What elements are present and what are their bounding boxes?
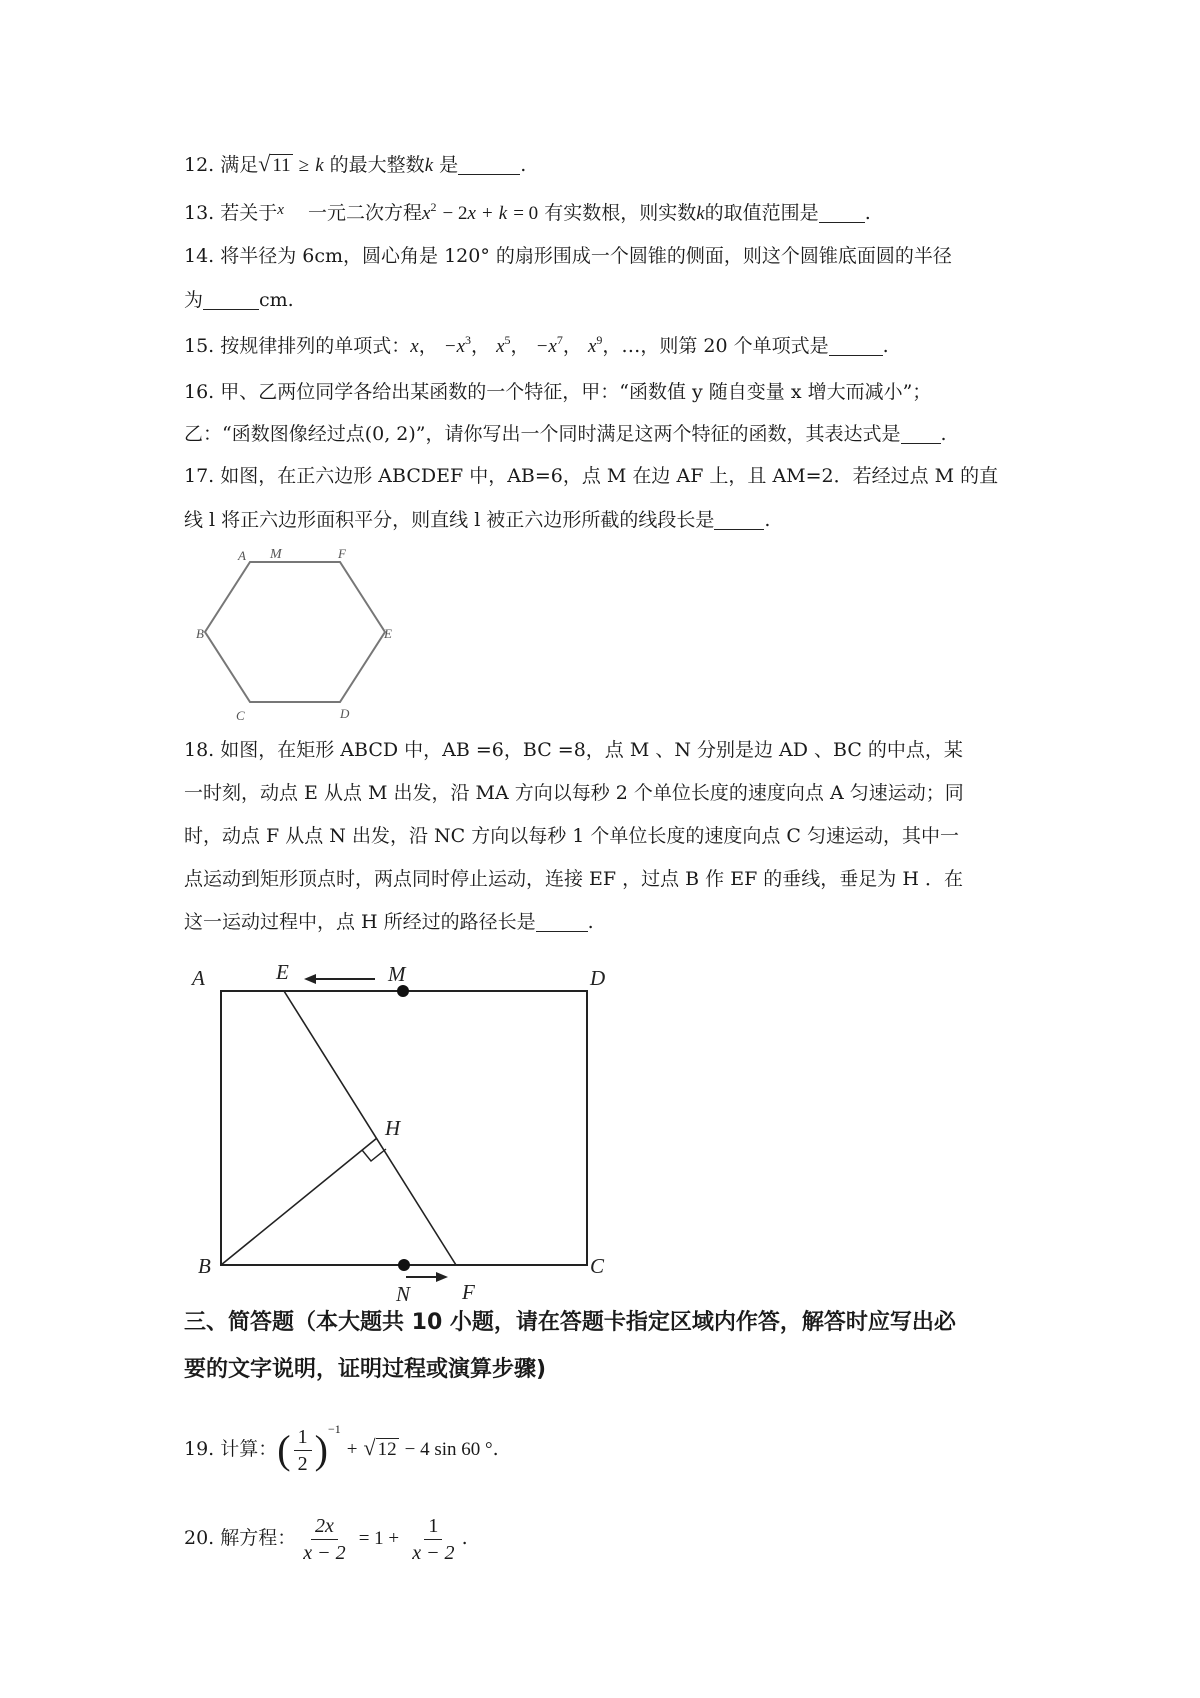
rect-label-m: M — [388, 962, 406, 986]
question-16: 16. 甲、乙两位同学各给出某函数的一个特征，甲：“函数值 y 随自变量 x 增大而减小”； — [184, 381, 932, 403]
answer-blank[interactable] — [203, 291, 259, 310]
hexagon-label-m: M — [270, 547, 282, 562]
hexagon-label-b: B — [196, 626, 204, 641]
answer-blank[interactable] — [714, 511, 764, 530]
rectangle-abcd — [221, 991, 587, 1265]
rectangle-figure — [180, 955, 630, 1306]
q12-sqrt: 11 — [272, 155, 291, 176]
question-17: 17. 如图，在正六边形 ABCDEF 中，AB=6，点 M 在边 AF 上，且 AM=2．若经过点 M 的直 — [184, 465, 999, 487]
hexagon-label-c: C — [236, 708, 245, 723]
hexagon-label-d: D — [340, 706, 350, 721]
q12-number: 12. — [184, 154, 215, 176]
hexagon-label-e: E — [384, 626, 392, 641]
right-angle-mark — [362, 1149, 386, 1161]
question-18: 18. 如图，在矩形 ABCD 中，AB =6，BC =8，点 M 、N 分别是边 AD 、BC 的中点，某 — [184, 739, 963, 761]
answer-blank[interactable] — [819, 204, 865, 223]
hexagon-figure — [180, 540, 410, 730]
q19-sqrt: 12 — [377, 1439, 397, 1460]
question-19: 19. 计算：( $\frac{1}{2}$ )$^{-1}$ + √ 12 − 4 sin 60 °. — [184, 1422, 499, 1475]
question-16-line2: 乙：“函数图像经过点(0, 2)”，请你写出一个同时满足这两个特征的函数，其表达式是 . — [184, 423, 947, 445]
arrow-f-head — [436, 1272, 448, 1282]
question-14: 14. 将半径为 6cm，圆心角是 120° 的扇形围成一个圆锥的侧面，则这个圆锥底面圆的半径 — [184, 245, 952, 267]
q20-left-fraction: $\frac{2x}{x - 2}$ — [303, 1514, 346, 1564]
question-18-line5: 这一运动过程中，点 H 所经过的路径长是 . — [184, 911, 594, 933]
question-17-line2: 线 l 将正六边形面积平分，则直线 l 被正六边形所截的线段长是 . — [184, 509, 771, 531]
section-3-heading: 三、简答题（本大题共 10 小题，请在答题卡指定区域内作答，解答时应写出必 — [184, 1310, 956, 1335]
q19-fraction: $\frac{1}{2}$ — [294, 1424, 312, 1477]
rect-label-n: N — [396, 1282, 411, 1306]
question-18-line3: 时，动点 F 从点 N 出发，沿 NC 方向以每秒 1 个单位长度的速度向点 C 匀速运动，其中一 — [184, 825, 959, 847]
question-18-line4: 点运动到矩形顶点时，两点同时停止运动，连接 EF ，过点 B 作 EF 的垂线，垂足为 H ．在 — [184, 868, 963, 890]
question-13: 13. 若关于$^x$ 一元二次方程$x^2 - 2x + k = 0$ 有实数根，则实数k的取值范围是 . — [184, 200, 871, 224]
segment-bh — [221, 1138, 377, 1265]
segment-ef — [284, 991, 456, 1265]
hexagon-label-a: A — [238, 548, 246, 563]
hexagon-shape — [205, 562, 385, 702]
question-18-line2: 一时刻，动点 E 从点 M 出发，沿 MA 方向以每秒 2 个单位长度的速度向点 A 匀速运动；同 — [184, 782, 964, 804]
question-14-line2: 为 cm. — [184, 289, 294, 311]
rect-label-b: B — [198, 1254, 211, 1278]
q20-right-fraction: $\frac{1}{x - 2}$ — [412, 1514, 455, 1564]
question-12: 12. 满足√ 11 ≥ k 的最大整数k 是 . — [184, 151, 527, 176]
rect-label-a: A — [192, 966, 205, 990]
question-15: 15. 按规律排列的单项式：x， $-x^3$， $x^5$， $-x^7$， $x^9$，…，则第 20 个单项式是 . — [184, 333, 889, 357]
hexagon-label-f: F — [338, 546, 346, 561]
answer-blank[interactable] — [901, 425, 941, 444]
rect-label-c: C — [590, 1254, 605, 1278]
point-n — [398, 1259, 410, 1271]
answer-blank[interactable] — [458, 156, 520, 175]
rect-label-e: E — [276, 960, 289, 984]
rect-label-f: F — [462, 1280, 475, 1304]
answer-blank[interactable] — [536, 913, 588, 932]
arrow-e-head — [304, 974, 316, 984]
rect-label-d: D — [590, 966, 606, 990]
point-m — [397, 985, 409, 997]
answer-blank[interactable] — [829, 337, 883, 356]
section-3-heading-line2: 要的文字说明，证明过程或演算步骤) — [184, 1357, 547, 1382]
rect-label-h: H — [385, 1116, 401, 1140]
question-20: 20. 解方程： $\frac{2x}{x - 2}$ = 1 + $\frac{1}{x - 2}$ . — [184, 1514, 468, 1564]
